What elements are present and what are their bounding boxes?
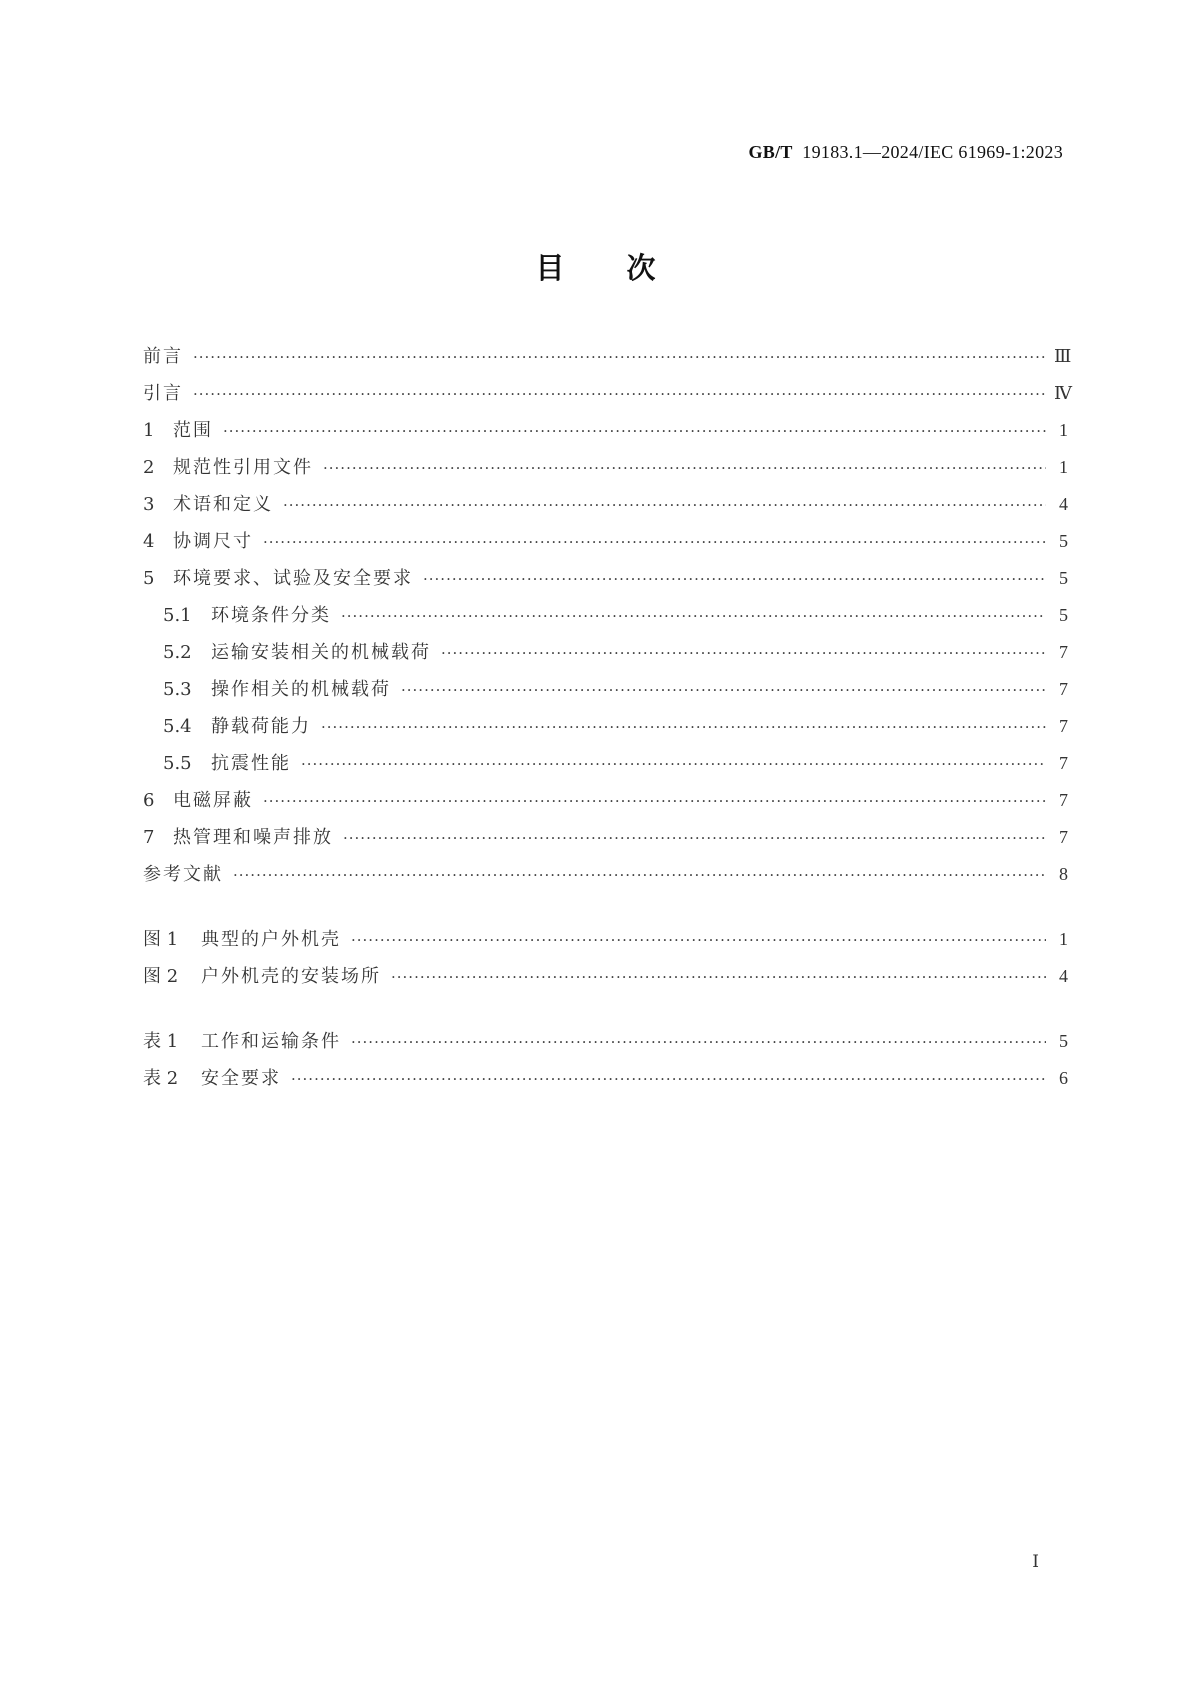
toc-entry-label: 运输安装相关的机械载荷 xyxy=(211,642,431,663)
toc-entry-scope[interactable] xyxy=(143,412,1068,449)
toc-entry-5-3[interactable] xyxy=(143,671,1068,708)
standard-code: GB/T xyxy=(748,142,793,162)
figure-label: 户外机壳的安装场所 xyxy=(201,966,381,987)
table-page: 6 xyxy=(1059,1068,1068,1088)
table-label: 工作和运输条件 xyxy=(201,1031,341,1052)
toc-entry-label: 环境条件分类 xyxy=(211,605,331,626)
toc-entry-thermal[interactable] xyxy=(143,819,1068,856)
toc-entry-page: Ⅳ xyxy=(1054,383,1072,403)
toc-table-2[interactable] xyxy=(143,1060,1068,1097)
toc-entry-introduction[interactable] xyxy=(143,375,1072,412)
toc-entry-page: Ⅲ xyxy=(1054,346,1072,366)
toc-entry-number: 1 xyxy=(143,420,155,441)
toc-entry-normative-references[interactable] xyxy=(143,449,1068,486)
leader-dots xyxy=(301,746,1046,783)
leader-dots xyxy=(343,820,1046,857)
leader-dots xyxy=(233,857,1046,894)
toc-entry-5-4[interactable] xyxy=(143,708,1068,745)
table-number: 表 1 xyxy=(143,1031,179,1052)
leader-dots xyxy=(423,561,1046,598)
section-gap xyxy=(143,995,1068,1023)
toc-entry-number: 5.3 xyxy=(163,679,192,700)
toc-entry-page: 7 xyxy=(1059,790,1068,810)
toc-entry-number: 6 xyxy=(143,790,155,811)
toc-entry-terms[interactable] xyxy=(143,486,1068,523)
toc-entry-number: 2 xyxy=(143,457,155,478)
standard-number xyxy=(748,142,1063,163)
toc-entry-number: 4 xyxy=(143,531,155,552)
leader-dots xyxy=(321,709,1046,746)
toc-entry-number: 5.5 xyxy=(163,753,192,774)
leader-dots xyxy=(351,1024,1046,1061)
leader-dots xyxy=(391,959,1046,996)
toc-entry-number: 5.2 xyxy=(163,642,192,663)
toc-entry-label: 环境要求、试验及安全要求 xyxy=(173,568,413,589)
toc-entry-page: 7 xyxy=(1059,679,1068,699)
page-number: Ⅰ xyxy=(1032,1552,1039,1571)
toc-entry-label: 电磁屏蔽 xyxy=(173,790,253,811)
toc-entry-number: 5.4 xyxy=(163,716,192,737)
toc-entry-5-2[interactable] xyxy=(143,634,1068,671)
toc-entry-5-5[interactable] xyxy=(143,745,1068,782)
table-label: 安全要求 xyxy=(201,1068,281,1089)
leader-dots xyxy=(283,487,1046,524)
toc-table-1[interactable] xyxy=(143,1023,1068,1060)
toc-entry-label: 引言 xyxy=(143,383,183,404)
toc-entry-label: 抗震性能 xyxy=(211,753,291,774)
leader-dots xyxy=(193,339,1046,376)
toc-entry-label: 术语和定义 xyxy=(173,494,273,515)
toc-entry-page: 7 xyxy=(1059,642,1068,662)
toc-entry-label: 范围 xyxy=(173,420,213,441)
toc-entry-page: 4 xyxy=(1059,494,1068,514)
toc-entry-bibliography[interactable] xyxy=(143,856,1068,893)
leader-dots xyxy=(193,376,1046,413)
leader-dots xyxy=(441,635,1046,672)
toc-entry-foreword[interactable] xyxy=(143,338,1072,375)
figure-page: 4 xyxy=(1059,966,1068,986)
figure-label: 典型的户外机壳 xyxy=(201,929,341,950)
toc-entry-label: 前言 xyxy=(143,346,183,367)
toc-entry-label: 协调尺寸 xyxy=(173,531,253,552)
leader-dots xyxy=(323,450,1046,487)
toc-entry-page: 5 xyxy=(1059,531,1068,551)
leader-dots xyxy=(263,783,1046,820)
toc-entry-environment[interactable] xyxy=(143,560,1068,597)
toc-figure-1[interactable] xyxy=(143,921,1068,958)
toc-entry-label: 参考文献 xyxy=(143,864,223,885)
table-number: 表 2 xyxy=(143,1068,179,1089)
leader-dots xyxy=(291,1061,1046,1098)
leader-dots xyxy=(351,922,1046,959)
toc-entry-emc[interactable] xyxy=(143,782,1068,819)
toc-entry-page: 5 xyxy=(1059,605,1068,625)
toc-entry-page: 1 xyxy=(1059,457,1068,477)
section-gap xyxy=(143,893,1068,921)
toc-entry-label: 静载荷能力 xyxy=(211,716,311,737)
toc-entry-label: 操作相关的机械载荷 xyxy=(211,679,391,700)
figure-number: 图 2 xyxy=(143,966,179,987)
page-title: 目次 xyxy=(535,251,718,285)
toc-entry-page: 8 xyxy=(1059,864,1068,884)
toc-entry-number: 5 xyxy=(143,568,155,589)
toc-entry-page: 7 xyxy=(1059,827,1068,847)
toc-entry-page: 7 xyxy=(1059,716,1068,736)
leader-dots xyxy=(341,598,1046,635)
toc-entry-label: 热管理和噪声排放 xyxy=(173,827,333,848)
figure-number: 图 1 xyxy=(143,929,179,950)
toc-entry-number: 7 xyxy=(143,827,155,848)
leader-dots xyxy=(223,413,1046,450)
table-of-contents xyxy=(143,338,1072,1097)
toc-entry-number: 5.1 xyxy=(163,605,192,626)
toc-entry-number: 3 xyxy=(143,494,155,515)
toc-entry-5-1[interactable] xyxy=(143,597,1068,634)
toc-entry-label: 规范性引用文件 xyxy=(173,457,313,478)
toc-entry-dimensions[interactable] xyxy=(143,523,1068,560)
toc-entry-page: 5 xyxy=(1059,568,1068,588)
standard-number-text: 19183.1—2024/IEC 61969-1:2023 xyxy=(802,142,1063,162)
toc-entry-page: 7 xyxy=(1059,753,1068,773)
toc-figure-2[interactable] xyxy=(143,958,1068,995)
table-page: 5 xyxy=(1059,1031,1068,1051)
leader-dots xyxy=(401,672,1046,709)
toc-entry-page: 1 xyxy=(1059,420,1068,440)
figure-page: 1 xyxy=(1059,929,1068,949)
leader-dots xyxy=(263,524,1046,561)
